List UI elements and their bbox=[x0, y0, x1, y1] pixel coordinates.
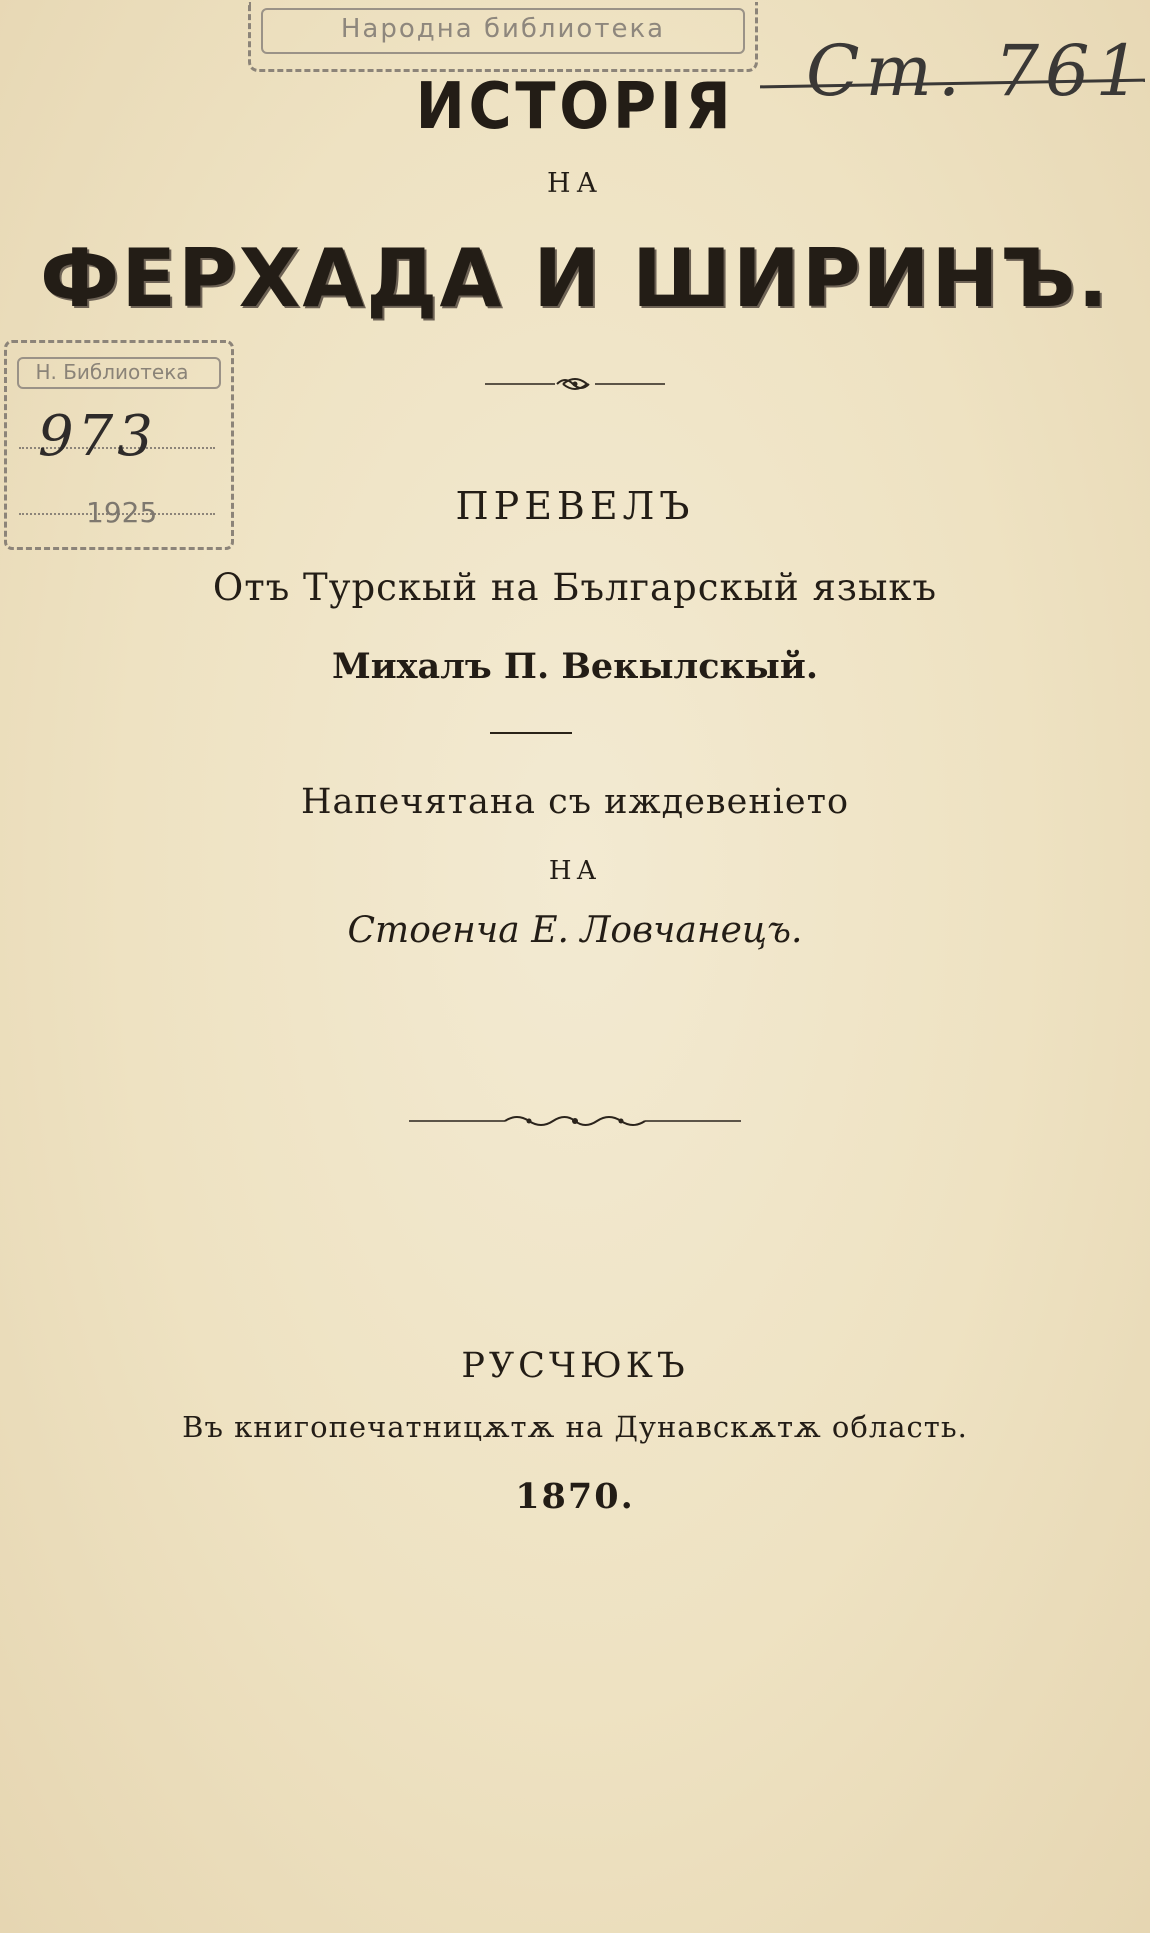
printed-na: НА bbox=[548, 856, 602, 886]
handwritten-inventory-number: 973 bbox=[38, 404, 157, 469]
stamp-year: 1925 bbox=[86, 496, 158, 529]
translated-from: Отъ Турскый на Българскый языкъ bbox=[212, 566, 938, 609]
library-stamp-top bbox=[248, 2, 758, 72]
ornament-rule-small bbox=[0, 372, 1150, 400]
title-na: НА bbox=[547, 168, 603, 199]
sponsor-name: Стоенча Е. Ловчанецъ. bbox=[347, 910, 803, 951]
printed-with: Напечятана съ иждевеніето bbox=[300, 782, 850, 822]
translated-label: ПРЕВЕЛЪ bbox=[455, 484, 695, 528]
library-stamp-top-text: Народна библиотека bbox=[340, 14, 666, 44]
library-stamp-left-text: Н. Библиотека bbox=[35, 360, 189, 384]
translator-name: Михалъ П. Векылскый. bbox=[331, 646, 819, 687]
title-main: ФЕРХАДА И ШИРИНЪ. bbox=[40, 232, 1110, 325]
title-top: ИСТОРІЯ bbox=[415, 70, 735, 144]
ornament-rule-long bbox=[0, 1108, 1150, 1138]
imprint-press: Въ книгопечатницѫтѫ на Дунавскѫтѫ область. bbox=[182, 1410, 968, 1444]
imprint-city: РУСЧЮКЪ bbox=[461, 1346, 689, 1386]
short-rule bbox=[490, 732, 572, 734]
imprint-year: 1870. bbox=[515, 1476, 635, 1517]
handwritten-shelf-mark: Ст. 761 bbox=[806, 30, 1147, 112]
